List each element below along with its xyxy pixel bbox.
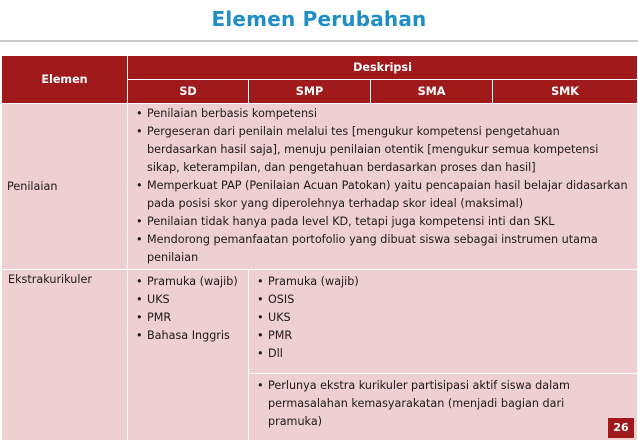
ekstrakurikuler-note bbox=[249, 374, 638, 441]
list-item: • Pramuka (wajib) bbox=[255, 273, 633, 291]
page-number-badge: 26 bbox=[608, 418, 634, 438]
list-item: • UKS bbox=[255, 309, 633, 327]
ekstrakurikuler-smp-smk bbox=[249, 270, 638, 374]
row-label-penilaian: Penilaian bbox=[2, 104, 128, 270]
list-item: • Pergeseran dari penilain melalui tes [mengukur kompetensi pengetahuan berdasarkan hasil saja], menuju penilaian otentik [mengukur semua kompetensi sikap, keterampilan, dan pengetahuan berdasarkan proses dan hasil] bbox=[134, 123, 633, 177]
penilaian-list bbox=[134, 105, 633, 267]
change-elements-table bbox=[1, 55, 638, 441]
header-sma: SMA bbox=[371, 80, 493, 104]
list-item: • PMR bbox=[255, 327, 633, 345]
list-item: • Penilaian berbasis kompetensi bbox=[134, 105, 633, 123]
secondary-extracurricular-list bbox=[255, 273, 633, 363]
slide-title: Elemen Perubahan bbox=[211, 7, 427, 31]
sd-extracurricular-list bbox=[134, 273, 244, 345]
list-item: • Memperkuat PAP (Penilaian Acuan Patokan) yaitu pencapaian hasil belajar didasarkan pada posisi skor yang diperolehnya terhadap skor ideal (maksimal) bbox=[134, 177, 633, 213]
list-item: • Mendorong pemanfaatan portofolio yang dibuat siswa sebagai instrumen utama penilaian bbox=[134, 231, 633, 267]
row-label-ekstrakurikuler: Ekstrakurikuler bbox=[2, 270, 128, 441]
header-sd: SD bbox=[128, 80, 249, 104]
list-item: • OSIS bbox=[255, 291, 633, 309]
header-deskripsi: Deskripsi bbox=[128, 56, 638, 80]
list-item: • Bahasa Inggris bbox=[134, 327, 244, 345]
list-item: • Perlunya ekstra kurikuler partisipasi aktif siswa dalam permasalahan kemasyarakatan (menjadi bagian dari pramuka) bbox=[255, 377, 603, 431]
header-elemen: Elemen bbox=[2, 56, 128, 104]
note-list bbox=[255, 377, 633, 431]
penilaian-description bbox=[128, 104, 638, 270]
list-item: • Pramuka (wajib) bbox=[134, 273, 244, 291]
header-smp: SMP bbox=[249, 80, 371, 104]
ekstrakurikuler-sd bbox=[128, 270, 249, 441]
header-smk: SMK bbox=[493, 80, 638, 104]
list-item: • Penilaian tidak hanya pada level KD, tetapi juga kompetensi inti dan SKL bbox=[134, 213, 633, 231]
list-item: • Dll bbox=[255, 345, 633, 363]
list-item: • UKS bbox=[134, 291, 244, 309]
list-item: • PMR bbox=[134, 309, 244, 327]
title-divider bbox=[0, 40, 638, 42]
